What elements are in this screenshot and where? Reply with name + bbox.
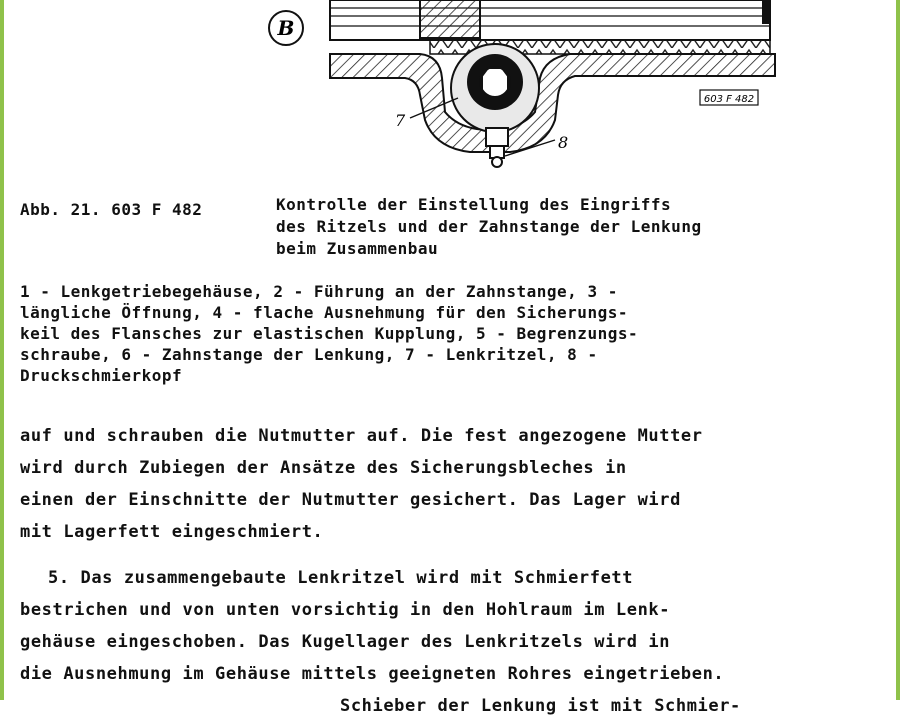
paragraph	[20, 562, 880, 722]
text-line: 5. Das zusammengebaute Lenkritzel wird mit Schmierfett	[48, 568, 634, 588]
grease-nipple	[486, 128, 508, 167]
caption-line: des Ritzels und der Zahnstange der Lenkung	[276, 217, 702, 236]
legend-line: 1 - Lenkgetriebegehäuse, 2 - Führung an der Zahnstange, 3 -	[20, 282, 618, 301]
text-line: einen der Einschnitte der Nutmutter gesichert. Das Lager wird	[20, 490, 681, 510]
part-label-8: 8	[558, 133, 569, 152]
text-line: bestrichen und von unten vorsichtig in den Hohlraum im Lenk-	[20, 600, 671, 620]
text-line-partial: Schieber der Lenkung ist mit Schmier-	[340, 696, 741, 716]
legend-line: Druckschmierkopf	[20, 366, 183, 385]
part-label-7: 7	[395, 111, 406, 130]
housing-top	[330, 0, 770, 40]
legend-line: keil des Flansches zur elastischen Kupplung, 5 - Begrenzungs-	[20, 324, 639, 343]
text-line: die Ausnehmung im Gehäuse mittels geeigneten Rohres eingetrieben.	[20, 664, 725, 684]
caption-line: beim Zusammenbau	[276, 239, 439, 258]
text-line: auf und schrauben die Nutmutter auf. Die fest angezogene Mutter	[20, 426, 703, 446]
figure-legend	[20, 281, 880, 386]
legend-line: längliche Öffnung, 4 - flache Ausnehmung für den Sicherungs-	[20, 303, 628, 322]
paragraph	[20, 420, 880, 548]
figure-number: Abb. 21. 603 F 482	[20, 200, 203, 219]
text-line: mit Lagerfett eingeschmiert.	[20, 522, 324, 542]
view-marker-label: B	[277, 16, 295, 40]
text-line: wird durch Zubiegen der Ansätze des Sicherungsbleches in	[20, 458, 627, 478]
body-text	[20, 420, 880, 722]
technical-drawing	[0, 0, 900, 185]
text-line: gehäuse eingeschoben. Das Kugellager des Lenkritzels wird in	[20, 632, 671, 652]
figure-caption	[276, 194, 876, 260]
drawing-code: 603 F 482	[703, 94, 755, 105]
caption-line: Kontrolle der Einstellung des Eingriffs	[276, 195, 672, 214]
pinion-section	[451, 44, 539, 132]
legend-line: schraube, 6 - Zahnstange der Lenkung, 7 - Lenkritzel, 8 -	[20, 345, 598, 364]
